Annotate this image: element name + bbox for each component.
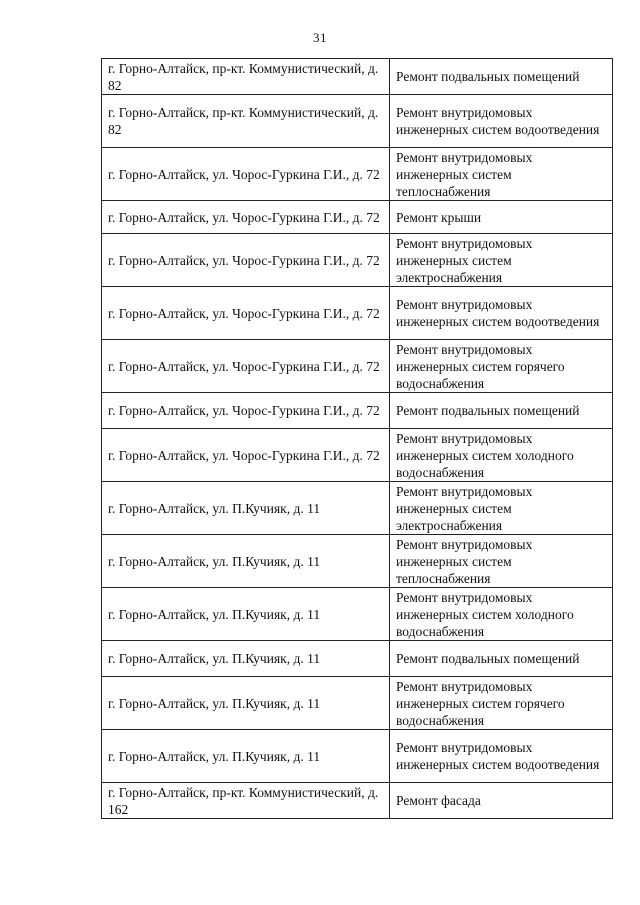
table-row bbox=[102, 201, 613, 234]
work-type-cell: Ремонт внутридомовых инженерных систем водоотведения bbox=[390, 95, 613, 148]
address-cell: г. Горно-Алтайск, ул. Чорос-Гуркина Г.И., д. 72 bbox=[102, 429, 390, 482]
table-row bbox=[102, 535, 613, 588]
work-type-cell: Ремонт внутридомовых инженерных систем холодного водоснабжения bbox=[390, 429, 613, 482]
address-cell: г. Горно-Алтайск, ул. Чорос-Гуркина Г.И., д. 72 bbox=[102, 393, 390, 429]
work-type-cell: Ремонт внутридомовых инженерных систем теплоснабжения bbox=[390, 148, 613, 201]
table-row bbox=[102, 429, 613, 482]
address-cell: г. Горно-Алтайск, ул. П.Кучияк, д. 11 bbox=[102, 588, 390, 641]
table-row bbox=[102, 340, 613, 393]
address-cell: г. Горно-Алтайск, ул. Чорос-Гуркина Г.И., д. 72 bbox=[102, 201, 390, 234]
work-type-cell: Ремонт внутридомовых инженерных систем горячего водоснабжения bbox=[390, 340, 613, 393]
address-cell: г. Горно-Алтайск, пр-кт. Коммунистический, д. 82 bbox=[102, 59, 390, 95]
table-row bbox=[102, 730, 613, 783]
table-row bbox=[102, 783, 613, 819]
address-cell: г. Горно-Алтайск, ул. П.Кучияк, д. 11 bbox=[102, 677, 390, 730]
address-cell: г. Горно-Алтайск, пр-кт. Коммунистический, д. 162 bbox=[102, 783, 390, 819]
work-type-cell: Ремонт внутридомовых инженерных систем холодного водоснабжения bbox=[390, 588, 613, 641]
address-cell: г. Горно-Алтайск, ул. П.Кучияк, д. 11 bbox=[102, 482, 390, 535]
address-cell: г. Горно-Алтайск, ул. Чорос-Гуркина Г.И., д. 72 bbox=[102, 148, 390, 201]
work-type-cell: Ремонт внутридомовых инженерных систем электроснабжения bbox=[390, 482, 613, 535]
work-type-cell: Ремонт подвальных помещений bbox=[390, 641, 613, 677]
table-row bbox=[102, 148, 613, 201]
address-cell: г. Горно-Алтайск, ул. Чорос-Гуркина Г.И., д. 72 bbox=[102, 340, 390, 393]
table-row bbox=[102, 95, 613, 148]
page-number: 31 bbox=[313, 30, 327, 45]
table-row bbox=[102, 287, 613, 340]
table-row bbox=[102, 234, 613, 287]
address-cell: г. Горно-Алтайск, ул. Чорос-Гуркина Г.И., д. 72 bbox=[102, 287, 390, 340]
table-row bbox=[102, 59, 613, 95]
repair-works-table bbox=[101, 58, 613, 819]
address-cell: г. Горно-Алтайск, ул. Чорос-Гуркина Г.И., д. 72 bbox=[102, 234, 390, 287]
work-type-cell: Ремонт внутридомовых инженерных систем электроснабжения bbox=[390, 234, 613, 287]
address-cell: г. Горно-Алтайск, ул. П.Кучияк, д. 11 bbox=[102, 641, 390, 677]
table-row bbox=[102, 393, 613, 429]
work-type-cell: Ремонт подвальных помещений bbox=[390, 59, 613, 95]
work-type-cell: Ремонт внутридомовых инженерных систем водоотведения bbox=[390, 287, 613, 340]
table-row bbox=[102, 641, 613, 677]
work-type-cell: Ремонт внутридомовых инженерных систем водоотведения bbox=[390, 730, 613, 783]
work-type-cell: Ремонт фасада bbox=[390, 783, 613, 819]
address-cell: г. Горно-Алтайск, ул. П.Кучияк, д. 11 bbox=[102, 730, 390, 783]
address-cell: г. Горно-Алтайск, ул. П.Кучияк, д. 11 bbox=[102, 535, 390, 588]
table-row bbox=[102, 482, 613, 535]
address-cell: г. Горно-Алтайск, пр-кт. Коммунистический, д. 82 bbox=[102, 95, 390, 148]
work-type-cell: Ремонт внутридомовых инженерных систем теплоснабжения bbox=[390, 535, 613, 588]
work-type-cell: Ремонт крыши bbox=[390, 201, 613, 234]
work-type-cell: Ремонт подвальных помещений bbox=[390, 393, 613, 429]
work-type-cell: Ремонт внутридомовых инженерных систем горячего водоснабжения bbox=[390, 677, 613, 730]
table-row bbox=[102, 677, 613, 730]
table-row bbox=[102, 588, 613, 641]
